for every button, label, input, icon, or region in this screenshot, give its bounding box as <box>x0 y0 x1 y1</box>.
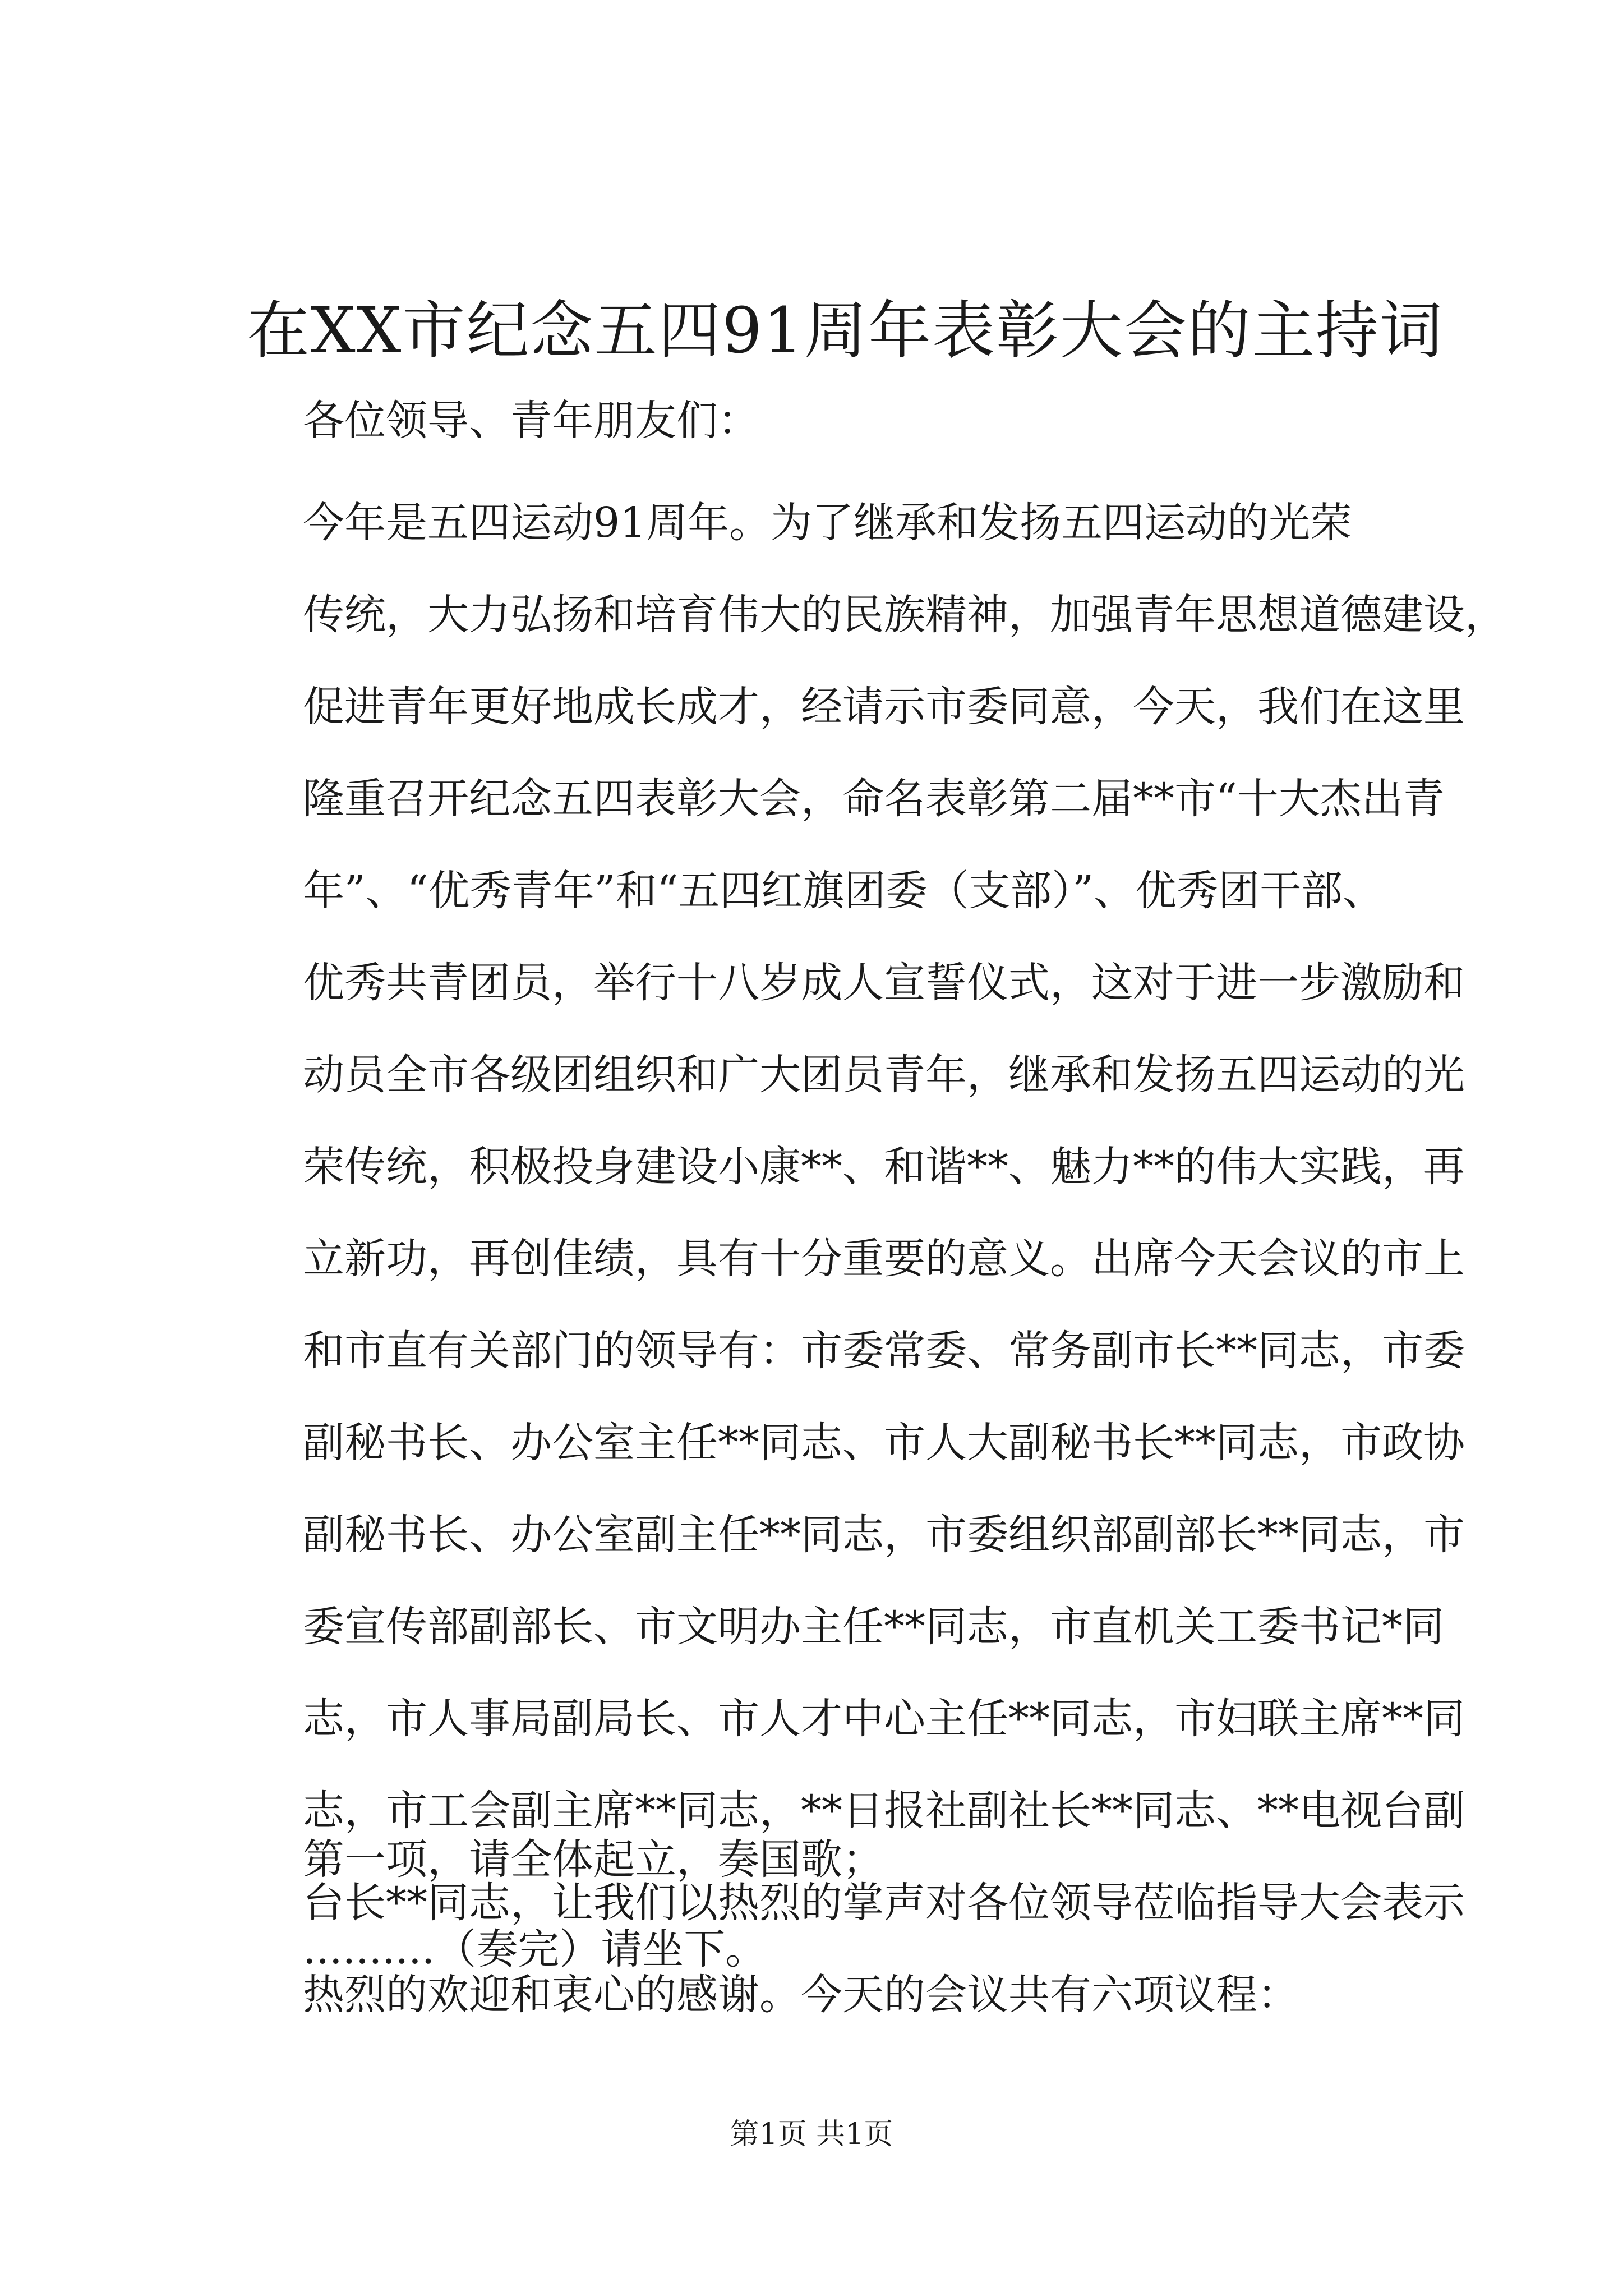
paragraph-line: 委宣传部副部长、市文明办主任**同志，市直机关工委书记*同 <box>303 1603 1444 1651</box>
paragraph-line: 副秘书长、办公室主任**同志、市人大副秘书长**同志，市政协 <box>303 1419 1465 1467</box>
paragraph-line: 年”、“优秀青年”和“五四红旗团委（支部）”、优秀团干部、 <box>303 867 1385 915</box>
paragraph-line: 立新功，再创佳绩，具有十分重要的意义。出席今天会议的市上 <box>303 1235 1465 1283</box>
document-title: 在XX市纪念五四91周年表彰大会的主持词 <box>247 295 1444 367</box>
paragraph-line: 传统，大力弘扬和培育伟大的民族精神，加强青年思想道德建设， <box>303 591 1506 639</box>
body-paragraph <box>303 477 1506 2041</box>
paragraph-line: 志，市人事局副局长、市人才中心主任**同志，市妇联主席**同 <box>303 1695 1465 1743</box>
paragraph-line: 台长**同志，让我们以热烈的掌声对各位领导莅临指导大会表示 <box>303 1879 1465 1927</box>
paragraph-line: 热烈的欢迎和衷心的感谢。今天的会议共有六项议程： <box>303 1971 1299 2019</box>
paragraph-line: 动员全市各级团组织和广大团员青年，继承和发扬五四运动的光 <box>303 1051 1465 1099</box>
paragraph-line: 今年是五四运动91周年。为了继承和发扬五四运动的光荣 <box>303 499 1352 547</box>
paragraph-line: 促进青年更好地成长成才，经请示市委同意，今天，我们在这里 <box>303 683 1465 731</box>
paragraph-line: 优秀共青团员，举行十八岁成人宣誓仪式，这对于进一步激励和 <box>303 959 1465 1007</box>
paragraph-line: 荣传统，积极投身建设小康**、和谐**、魅力**的伟大实践，再 <box>303 1143 1465 1191</box>
paragraph-line: 隆重召开纪念五四表彰大会，命名表彰第二届**市“十大杰出青 <box>303 775 1445 823</box>
agenda-item-1: 第一项，请全体起立，奏国歌； <box>303 1835 884 1884</box>
paragraph-line: 和市直有关部门的领导有：市委常委、常务副市长**同志，市委 <box>303 1327 1465 1375</box>
salutation: 各位领导、青年朋友们： <box>303 397 759 445</box>
page-footer: 第1页 共1页 <box>730 2118 893 2151</box>
agenda-item-1-note: ..........（奏完）请坐下。 <box>303 1925 767 1973</box>
paragraph-line: 志，市工会副主席**同志，**日报社副社长**同志、**电视台副 <box>303 1787 1465 1835</box>
paragraph-line: 副秘书长、办公室副主任**同志，市委组织部副部长**同志，市 <box>303 1511 1465 1559</box>
